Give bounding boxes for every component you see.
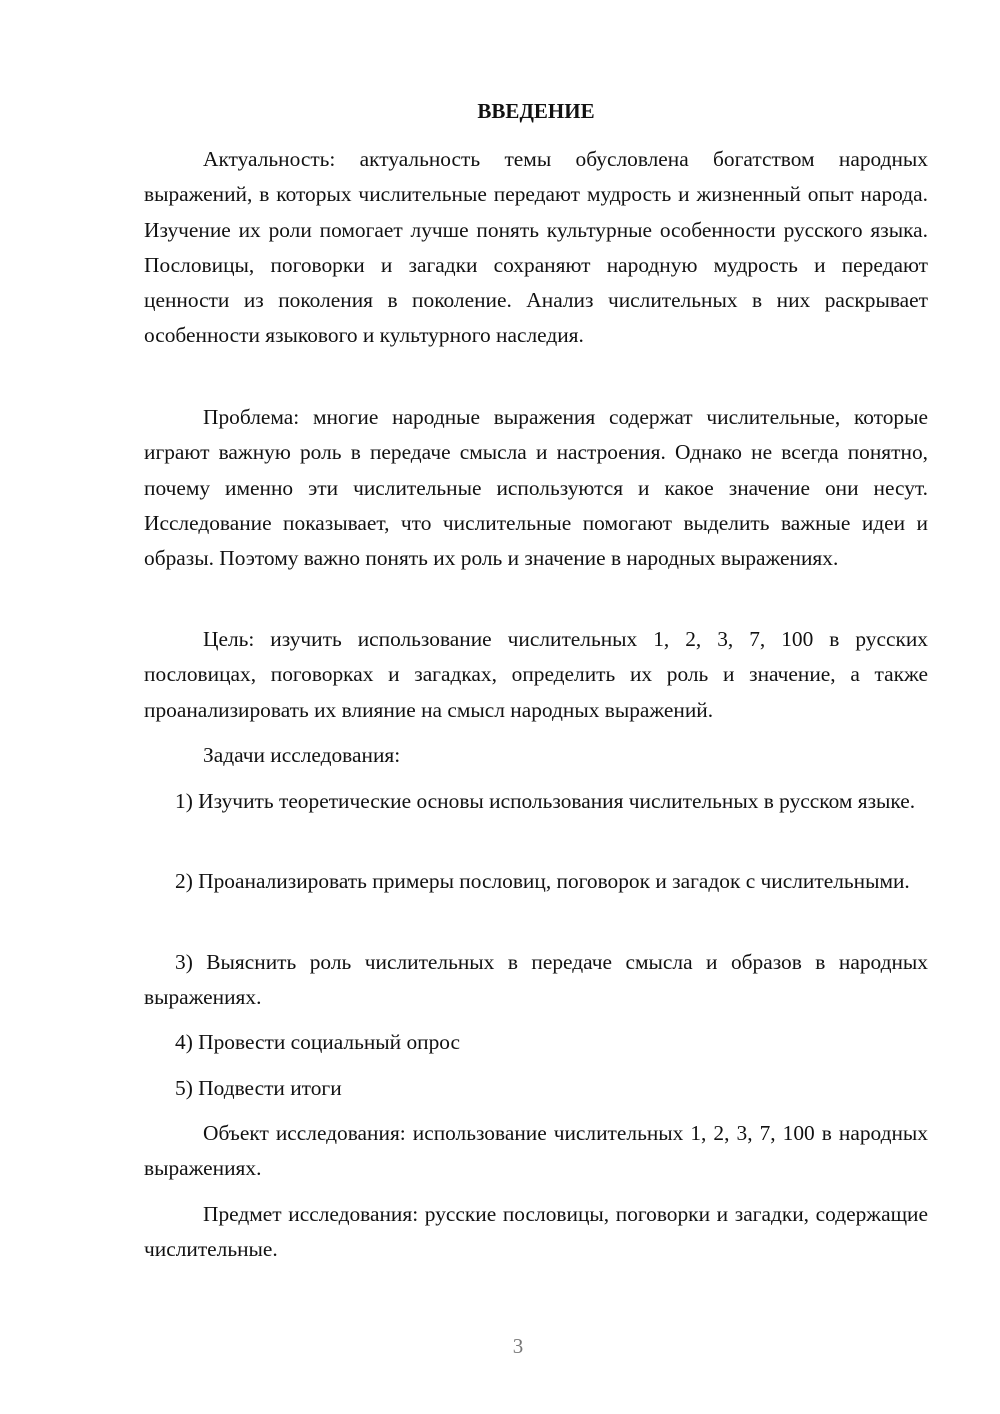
document-page [144, 0, 928, 1414]
tasks-heading: Задачи исследования: [203, 743, 401, 767]
paragraph-problem: Проблема: многие народные выражения содержат числительные, которые играют важную роль в передаче смысла и настроения. Однако не всегда понятно, почему именно эти числительные используются и какое значение они несут. Исследование показывает, что числительные помогают выделить важные идеи и образы. Поэтому важно понять их роль и значение в народных выражениях. [144, 405, 928, 571]
task-item-1: 1) Изучить теоретические основы использования числительных в русском языке. [175, 789, 916, 813]
section-title: ВВЕДЕНИЕ [477, 99, 595, 123]
task-item-2: 2) Проанализировать примеры пословиц, поговорок и загадок с числительными. [175, 869, 910, 893]
page-number: 3 [512, 1334, 524, 1358]
paragraph-object: Объект исследования: использование числительных 1, 2, 3, 7, 100 в народных выражениях. [144, 1121, 928, 1181]
task-item-3: 3) Выяснить роль числительных в передаче смысла и образов в народных выражениях. [144, 950, 928, 1010]
paragraph-goal: Цель: изучить использование числительных 1, 2, 3, 7, 100 в русских пословицах, поговорках и загадках, определить их роль и значение, а также проанализировать их влияние на смысл народных выражений. [144, 627, 928, 722]
task-item-4: 4) Провести социальный опрос [175, 1030, 461, 1054]
paragraph-subject: Предмет исследования: русские пословицы, поговорки и загадки, содержащие числительные. [144, 1202, 928, 1262]
paragraph-relevance: Актуальность: актуальность темы обусловлена богатством народных выражений, в которых числительные передают мудрость и жизненный опыт народа. Изучение их роли помогает лучше понять культурные особенности русского языка. Пословицы, поговорки и загадки сохраняют народную мудрость и передают ценности из поколения в поколение. Анализ числительных в них раскрывает особенности языкового и культурного наследия. [144, 147, 928, 348]
task-item-5: 5) Подвести итоги [175, 1076, 342, 1100]
